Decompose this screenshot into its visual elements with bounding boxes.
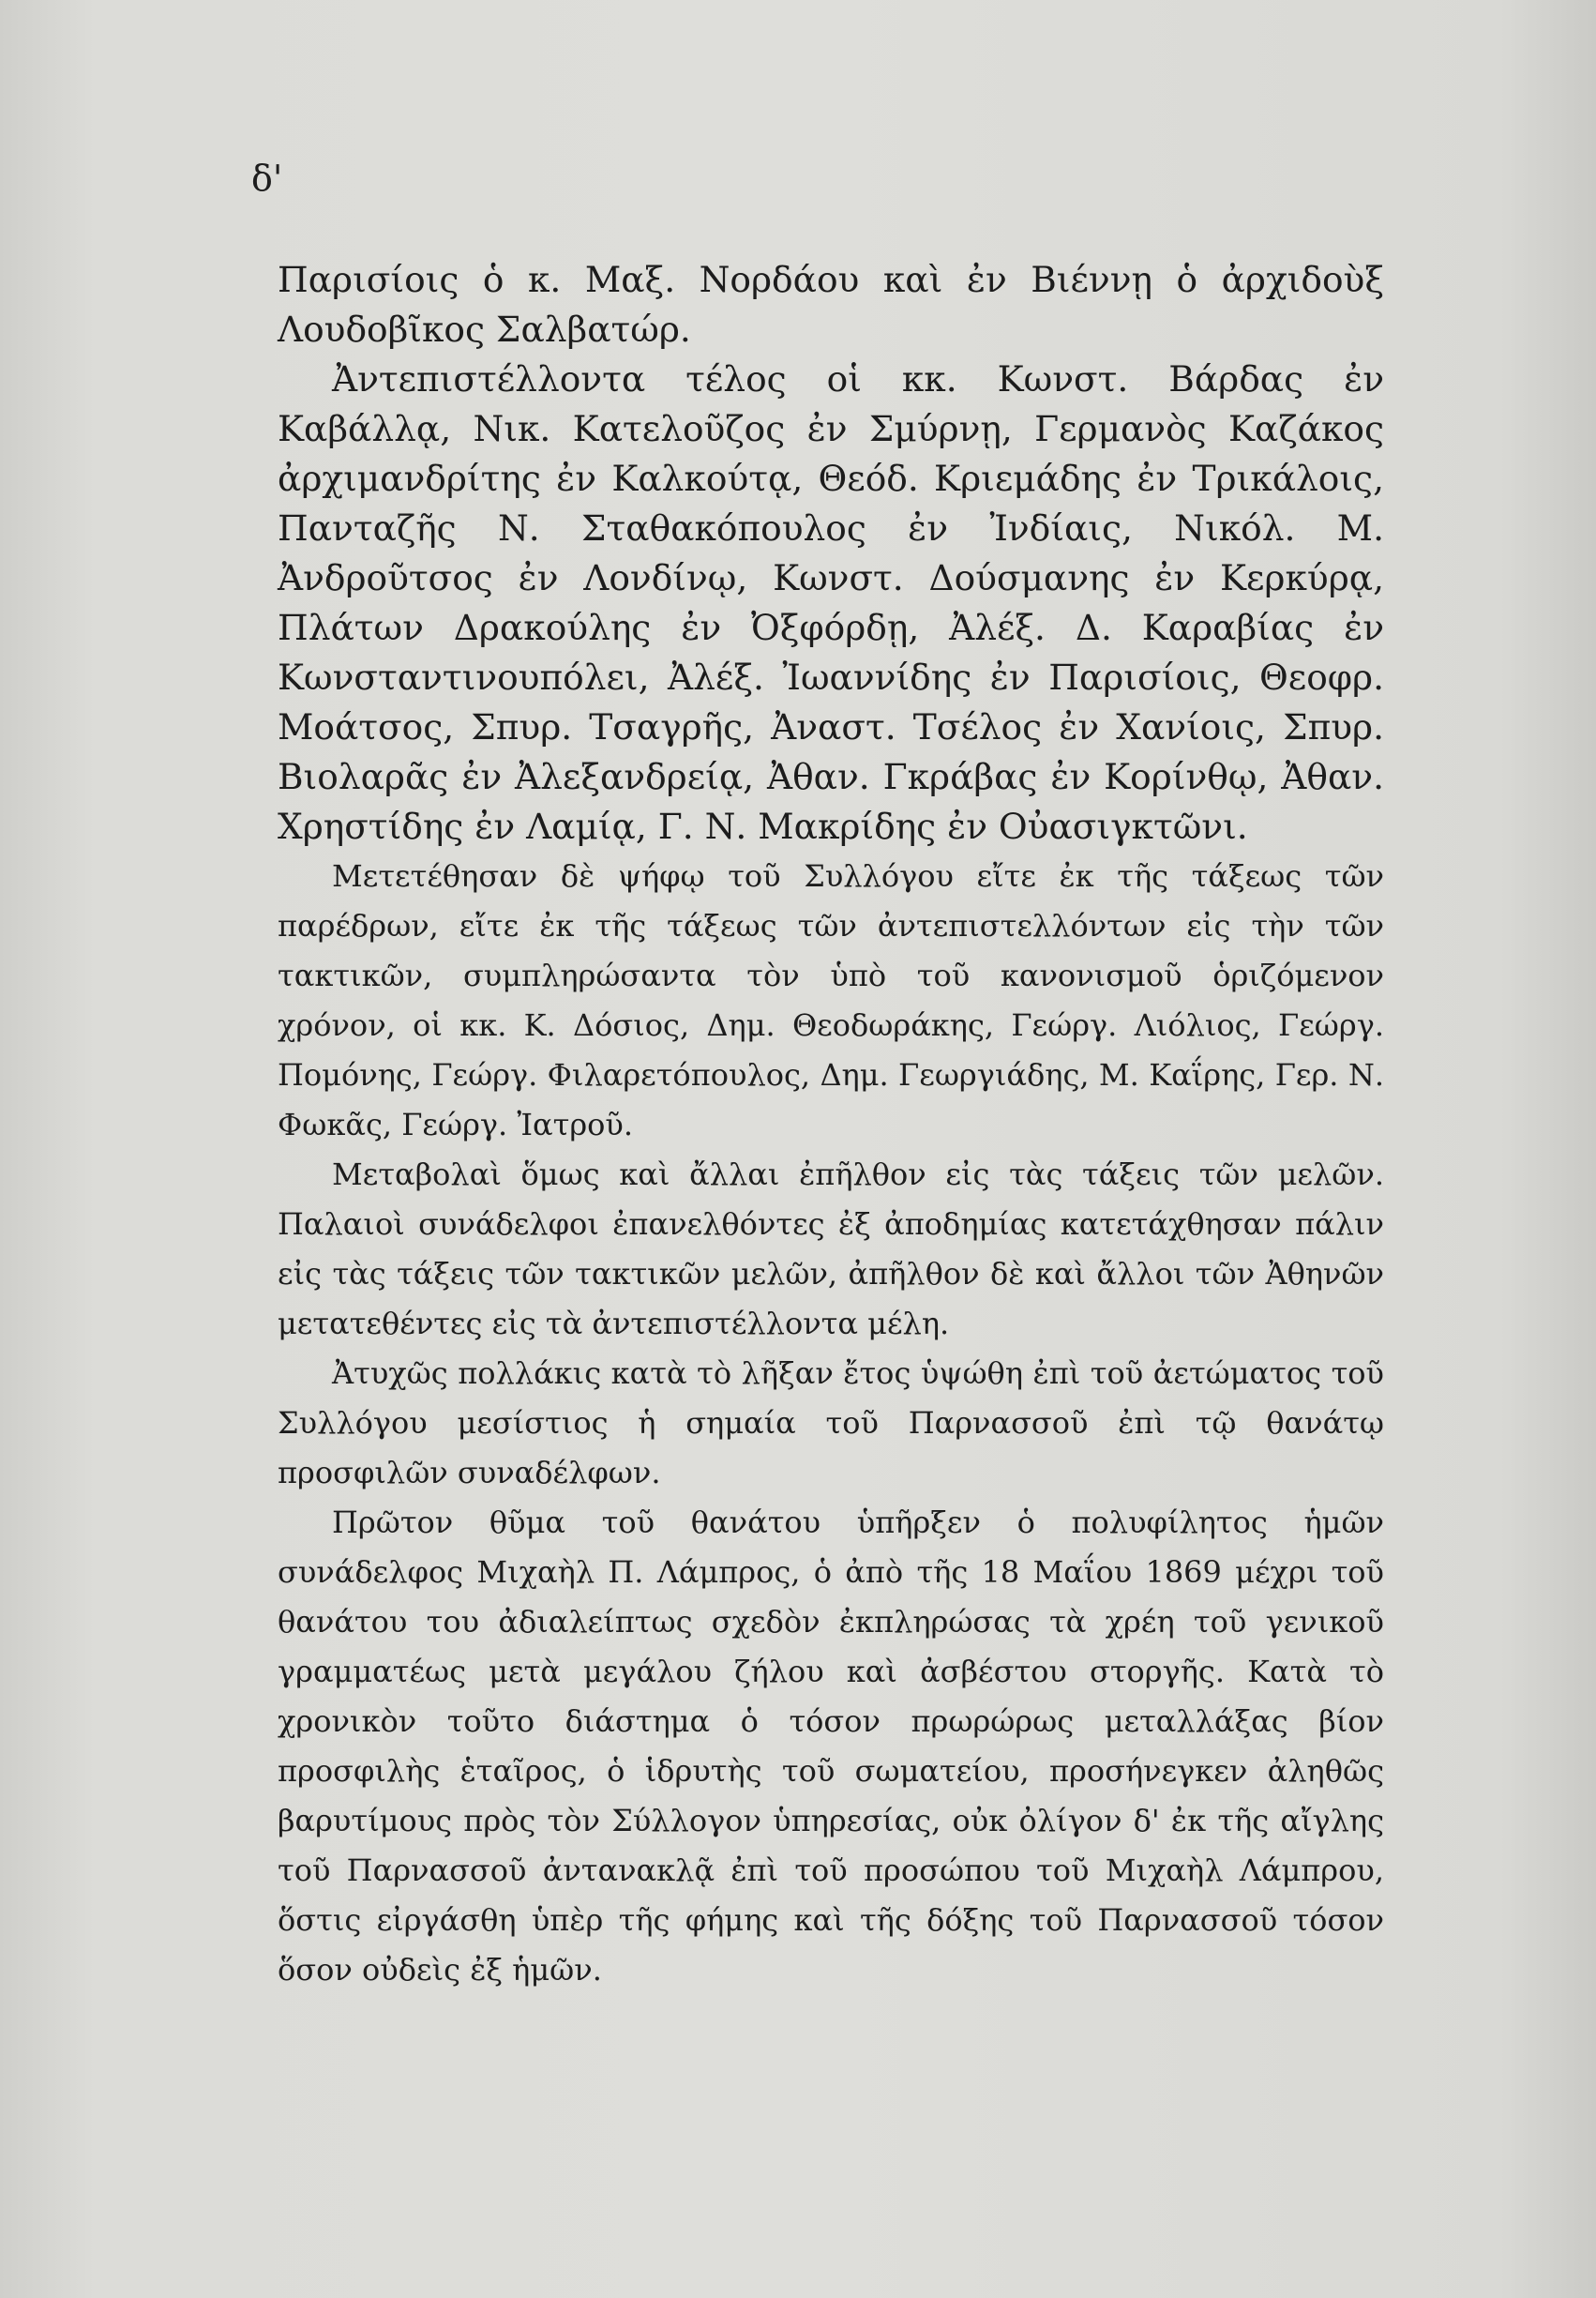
- paragraph-corresponding-members: Ἀντεπιστέλλοντα τέλος οἱ κκ. Κωνστ. Βάρδας ἐν Καβάλλᾳ, Νικ. Κατελοῦζος ἐν Σμύρνῃ, Γερμανὸς Καζάκος ἀρχιμανδρίτης ἐν Καλκούτᾳ, Θεόδ. Κριεμάδης ἐν Τρικάλοις, Πανταζῆς Ν. Σταθακόπουλος ἐν Ἰνδίαις, Νικόλ. Μ. Ἀνδροῦτσος ἐν Λονδίνῳ, Κωνστ. Δούσμανης ἐν Κερκύρᾳ, Πλάτων Δρακούλης ἐν Ὀξφόρδῃ, Ἀλέξ. Δ. Καραβίας ἐν Κωνσταντινουπόλει, Ἀλέξ. Ἰωαννίδης ἐν Παρισίοις, Θεοφρ. Μοάτσος, Σπυρ. Τσαγρῆς, Ἀναστ. Τσέλος ἐν Χανίοις, Σπυρ. Βιολαρᾶς ἐν Ἀλεξανδρείᾳ, Ἀθαν. Γκράβας ἐν Κορίνθῳ, Ἀθαν. Χρηστίδης ἐν Λαμίᾳ, Γ. Ν. Μακρίδης ἐν Οὐασιγκτῶνι.: [278, 358, 1384, 847]
- paragraph-michael-lambros: Πρῶτον θῦμα τοῦ θανάτου ὑπῆρξεν ὁ πολυφίλητος ἡμῶν συνάδελφος Μιχαὴλ Π. Λάμπρος, ὁ ἀπὸ τῆς 18 Μαΐου 1869 μέχρι τοῦ θανάτου του ἀδιαλείπτως σχεδὸν ἐκπληρώσας τὰ χρέη τοῦ γενικοῦ γραμματέως μετὰ μεγάλου ζήλου καὶ ἀσβέστου στοργῆς. Κατὰ τὸ χρονικὸν τοῦτο διάστημα ὁ τόσον πρωρώρως μεταλλάξας βίον προσφιλὴς ἑταῖρος, ὁ ἱδρυτὴς τοῦ σωματείου, προσήνεγκεν ἀληθῶς βαρυτίμους πρὸς τὸν Σύλλογον ὑπηρεσίας, οὐκ ὀλίγον δ' ἐκ τῆς αἴγλης τοῦ Παρνασσοῦ ἀντανακλᾷ ἐπὶ τοῦ προσώπου τοῦ Μιχαὴλ Λάμπρου, ὅστις εἰργάσθη ὑπὲρ τῆς φήμης καὶ τῆς δόξης τοῦ Παρνασσοῦ τόσον ὅσον οὐδεὶς ἐξ ἡμῶν.: [278, 1504, 1384, 1988]
- paragraph-transferred-members: Μετετέθησαν δὲ ψήφῳ τοῦ Συλλόγου εἴτε ἐκ τῆς τάξεως τῶν παρέδρων, εἴτε ἐκ τῆς τάξεως τῶν ἀντεπιστελλόντων εἰς τὴν τῶν τακτικῶν, συμπληρώσαντα τὸν ὑπὸ τοῦ κανονισμοῦ ὁριζόμενον χρόνον, οἱ κκ. Κ. Δόσιος, Δημ. Θεοδωράκης, Γεώργ. Λιόλιος, Γεώργ. Πομόνης, Γεώργ. Φιλαρετόπουλος, Δημ. Γεωργιάδης, Μ. Καΐρης, Γερ. Ν. Φωκᾶς, Γεώργ. Ἰατροῦ.: [278, 858, 1384, 1142]
- paragraph-mourning-flag: Ἀτυχῶς πολλάκις κατὰ τὸ λῆξαν ἔτος ὑψώθη ἐπὶ τοῦ ἀετώματος τοῦ Συλλόγου μεσίστιος ἡ σημαία τοῦ Παρνασσοῦ ἐπὶ τῷ θανάτῳ προσφιλῶν συναδέλφων.: [278, 1355, 1384, 1490]
- paragraph-foreign-honorary-members: Παρισίοις ὁ κ. Μαξ. Νορδάου καὶ ἐν Βιέννῃ ὁ ἀρχιδοὺξ Λουδοβῖκος Σαλβατώρ.: [278, 259, 1384, 350]
- paragraph-membership-changes: Μεταβολαὶ ὅμως καὶ ἄλλαι ἐπῆλθον εἰς τὰς τάξεις τῶν μελῶν. Παλαιοὶ συνάδελφοι ἐπανελθόντες ἐξ ἀποδημίας κατετάχθησαν πάλιν εἰς τὰς τάξεις τῶν τακτικῶν μελῶν, ἀπῆλθον δὲ καὶ ἄλλοι τῶν Ἀθηνῶν μετατεθέντες εἰς τὰ ἀντεπιστέλλοντα μέλη.: [278, 1157, 1384, 1341]
- body-text: [278, 255, 1384, 1995]
- page-number: δ': [251, 158, 283, 199]
